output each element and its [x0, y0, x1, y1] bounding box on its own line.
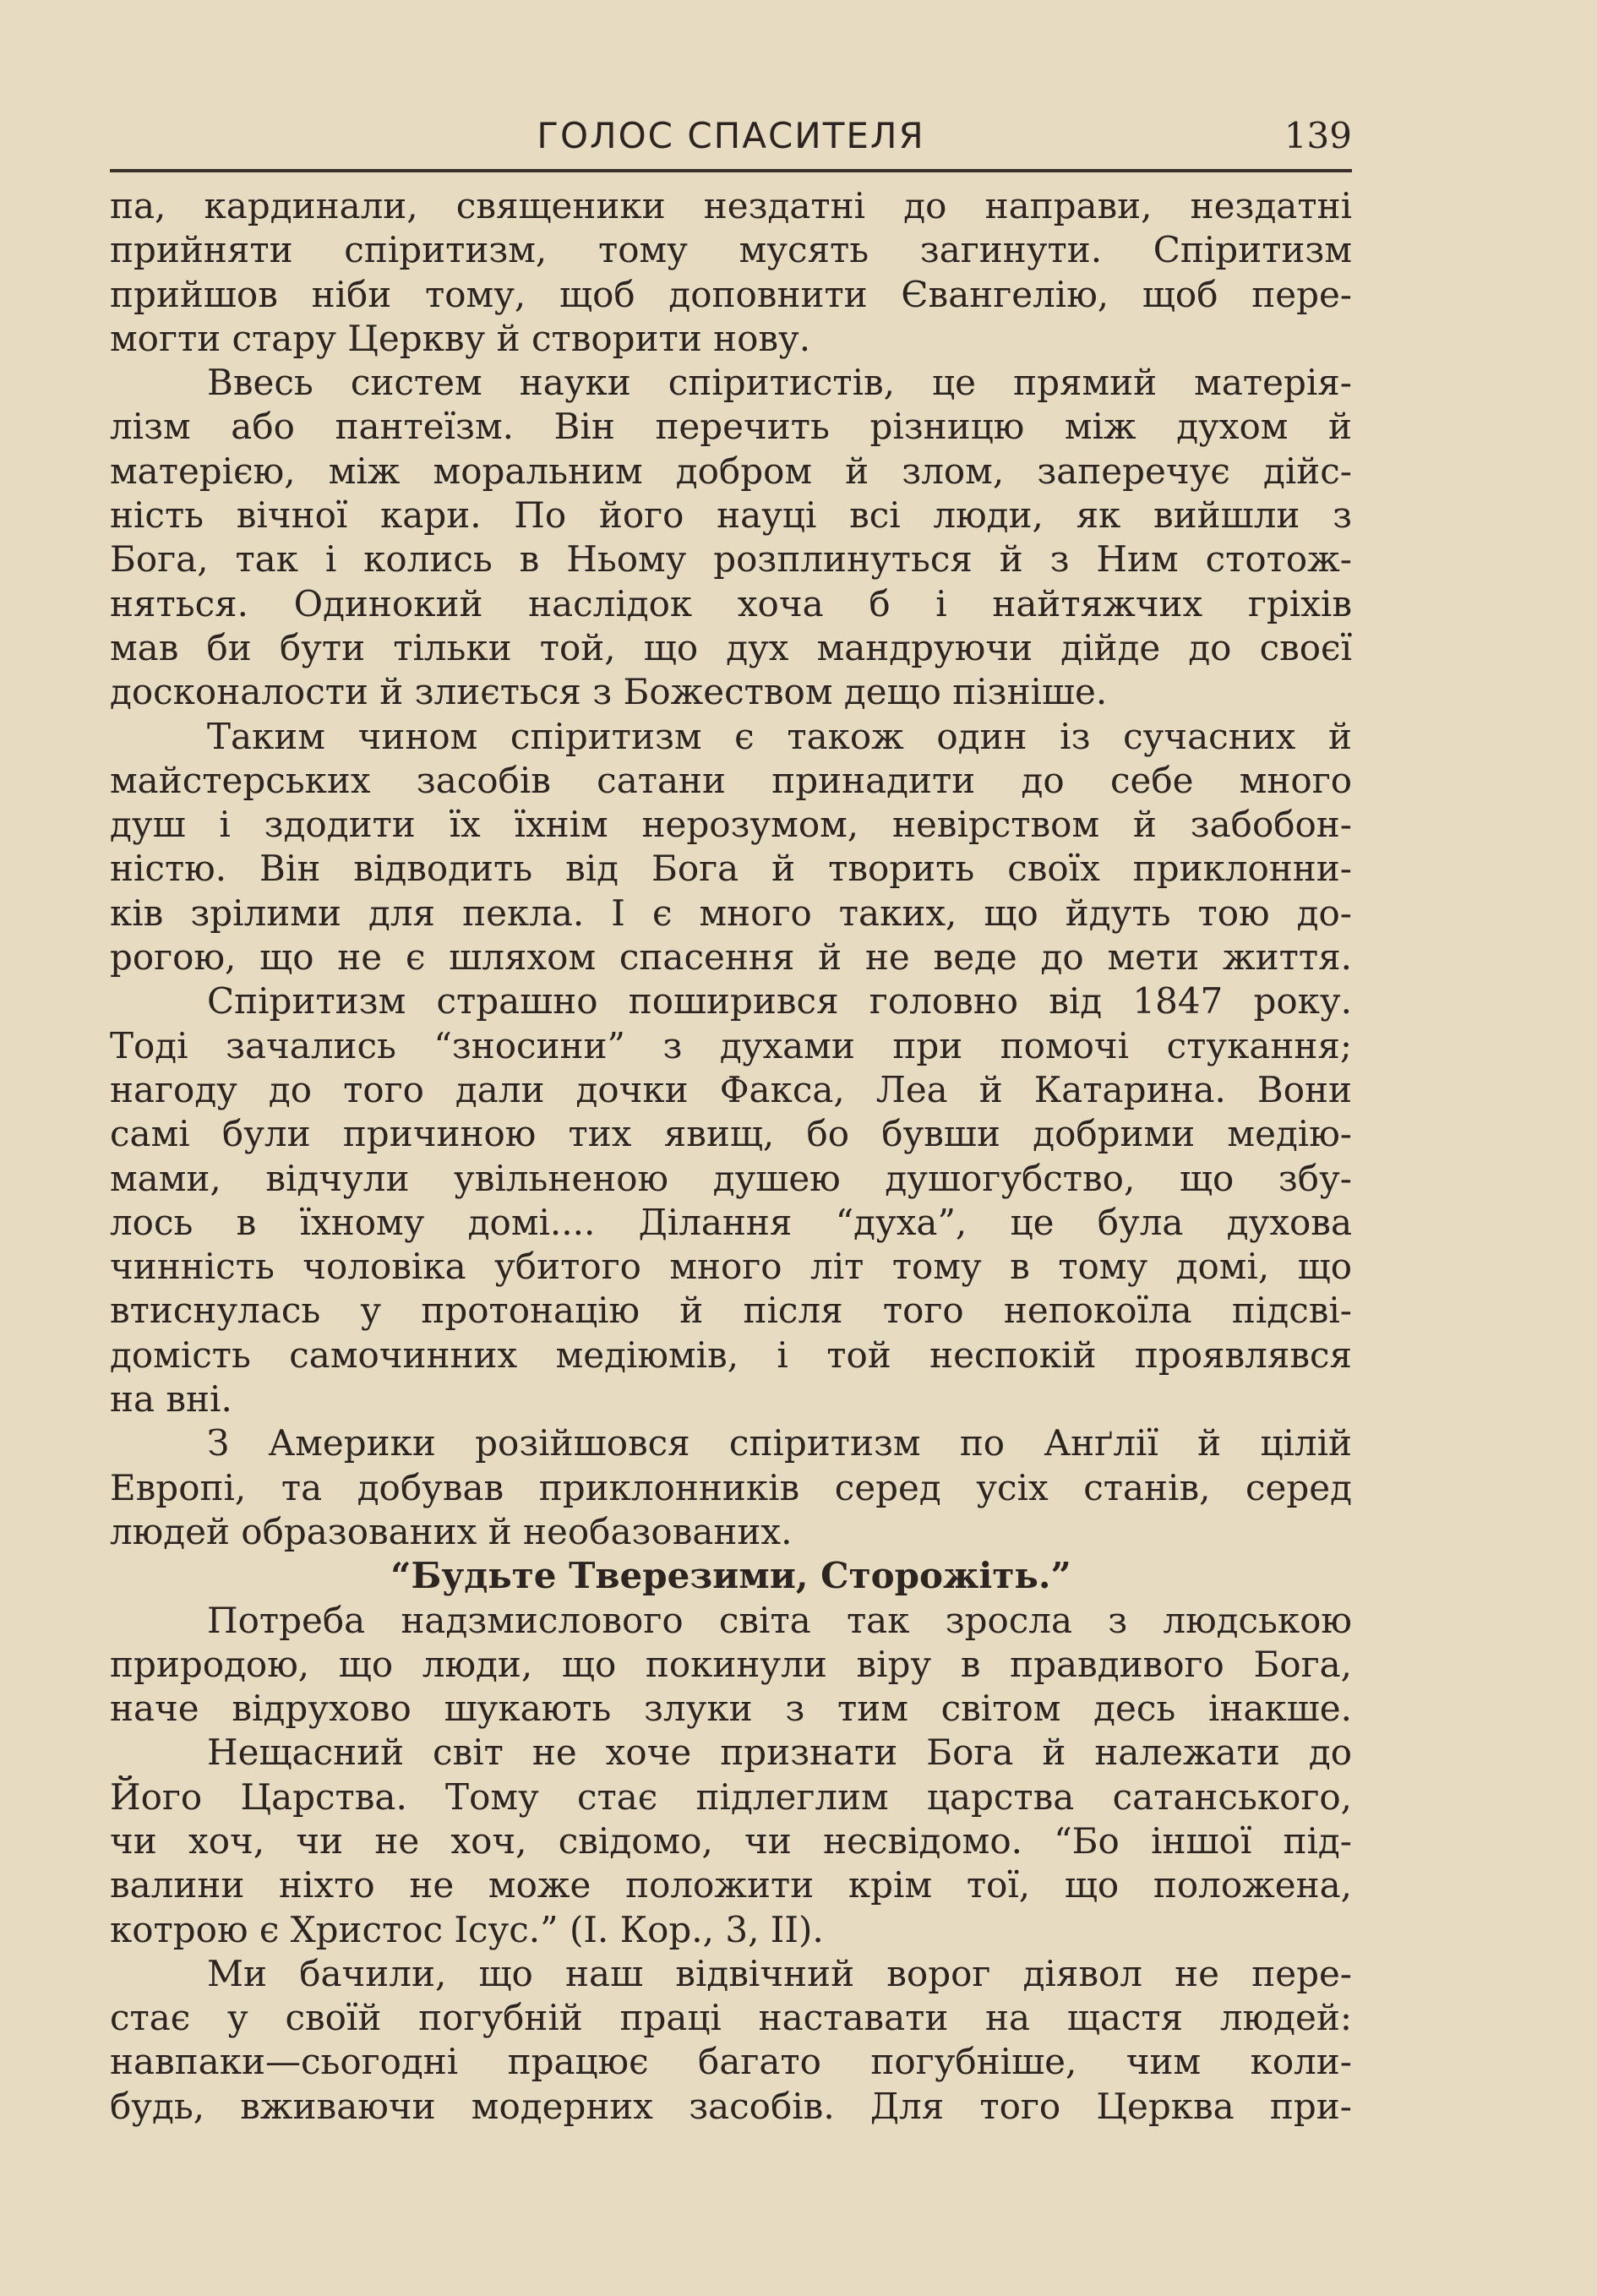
text-line: будь, вживаючи модерних засобів. Для того Церква при-: [110, 2085, 1352, 2127]
text-line: котрою є Христос Ісус.” (І. Кор., 3, ІІ).: [110, 1908, 824, 1950]
text-line: матерією, між моральним добром й злом, заперечує дійс-: [110, 450, 1352, 492]
text-line: валини ніхто не може положити крім тої, що положена,: [110, 1864, 1352, 1906]
text-line: Европі, та добував приклонників серед усіх станів, серед: [110, 1466, 1352, 1508]
text-line: мами, відчули увільненою душею душогубство, що збу-: [110, 1157, 1352, 1199]
text-line: людей образованих й необазованих.: [110, 1510, 793, 1552]
section-heading: “Будьте Тверезими, Сторожіть.”: [390, 1555, 1071, 1597]
text-line: няться. Одинокий наслідок хоча б і найтяжчих гріхів: [110, 582, 1352, 624]
text-line: чи хоч, чи не хоч, свідомо, чи несвідомо. “Бо іншої під-: [110, 1819, 1352, 1862]
text-line: чинність чоловіка убитого много літ тому в тому домі, що: [110, 1246, 1352, 1288]
text-line: стає у своїй погубній праці наставати на щастя людей:: [110, 1997, 1352, 2039]
text-line: лізм або пантеїзм. Він перечить різницю між духом й: [110, 406, 1352, 448]
text-line: природою, що люди, що покинули віру в правдивого Бога,: [110, 1643, 1352, 1685]
running-title: ГОЛОС СПАСИТЕЛЯ: [537, 115, 925, 156]
text-line: ністю. Він відводить від Бога й творить своїх приклонни-: [110, 848, 1352, 890]
text-line: мав би бути тільки той, що дух мандруючи дійде до своєї: [110, 626, 1352, 668]
text-line: Бога, так і колись в Ньому розплинуться й з Ним стотож-: [110, 538, 1352, 581]
text-line: Потреба надзмислового світа так зросла з людською: [207, 1599, 1352, 1641]
header-rule: [110, 169, 1352, 172]
text-line: ність вічної кари. По його науці всі люди, як вийшли з: [110, 494, 1352, 537]
text-line: Тоді зачались “зносини” з духами при помочі стукання;: [110, 1024, 1352, 1066]
text-line: досконалости й злиється з Божеством дещо пізніше.: [110, 671, 1108, 713]
text-line: душ і здодити їх їхнім нерозумом, невірством й забобон-: [110, 804, 1352, 846]
text-line: самі були причиною тих явищ, бо бувши добрими медію-: [110, 1113, 1352, 1155]
text-line: Нещасний світ не хоче признати Бога й належати до: [207, 1732, 1352, 1774]
text-line: домість самочинних медіюмів, і той неспокій проявлявся: [110, 1333, 1352, 1376]
text-line: нагоду до того дали дочки Факса, Леа й Катарина. Вони: [110, 1068, 1352, 1110]
text-line: на вні.: [110, 1378, 232, 1421]
text-line: па, кардинали, священики нездатні до направи, нездатні: [110, 185, 1352, 226]
page-number: 139: [1284, 115, 1352, 156]
text-line: майстерських засобів сатани принадити до себе много: [110, 759, 1352, 801]
text-line: наче відрухово шукають злуки з тим світом десь інакше.: [110, 1688, 1352, 1730]
book-page: [110, 0, 1352, 2296]
page-header: [110, 110, 1352, 169]
text-line: втиснулась у протонацію й після того непокоїла підсві-: [110, 1290, 1352, 1332]
text-line: Спіритизм страшно поширився головно від 1847 року.: [207, 980, 1352, 1023]
text-line: Його Царства. Тому стає підлеглим царства сатанського,: [110, 1775, 1352, 1818]
text-line: З Америки розійшовся спіритизм по Анґлії й цілій: [207, 1422, 1352, 1464]
text-line: Ми бачили, що наш відвічний ворог діявол не пере-: [207, 1952, 1352, 1994]
text-line: Таким чином спіритизм є також один із сучасних й: [207, 715, 1352, 757]
text-line: лось в їхному домі.... Ділання “духа”, це була духова: [110, 1201, 1352, 1243]
text-line: прийшов ніби тому, щоб доповнити Євангелію, щоб пере-: [110, 273, 1352, 315]
body-text: [110, 184, 1352, 2129]
text-line: навпаки—сьогодні працює багато погубніше, чим коли-: [110, 2041, 1352, 2083]
text-line: рогою, що не є шляхом спасення й не веде до мети життя.: [110, 936, 1352, 979]
text-line: могти стару Церкву й створити нову.: [110, 317, 811, 359]
text-line: ків зрілими для пекла. І є много таких, що йдуть тою до-: [110, 892, 1352, 934]
text-line: прийняти спіритизм, тому мусять загинути. Спіритизм: [110, 229, 1352, 271]
text-line: Ввесь систем науки спіритистів, це прямий матерія-: [207, 362, 1352, 404]
